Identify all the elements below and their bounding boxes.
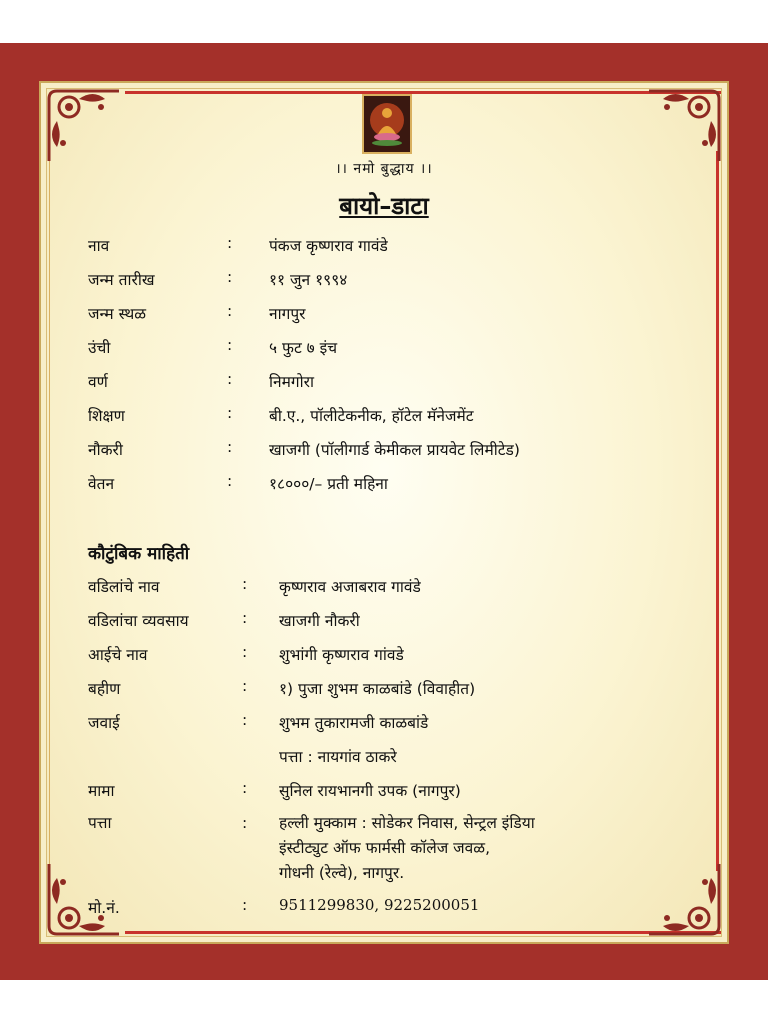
row-colon: : <box>242 896 248 914</box>
row-colon: : <box>242 575 248 593</box>
right-divider <box>716 151 719 871</box>
row-label: वेतन <box>88 475 115 493</box>
floral-corner-icon <box>643 85 725 167</box>
row-value: खाजगी (पॉलीगार्ड केमीकल प्रायवेट लिमीटेड) <box>269 441 520 459</box>
row-label: वडिलांचे नाव <box>88 578 160 596</box>
top-divider <box>125 91 721 94</box>
row-label: नाव <box>88 237 110 255</box>
buddha-image-icon <box>362 94 412 154</box>
row-colon: : <box>242 643 248 661</box>
row-value: नागपुर <box>269 305 306 323</box>
row-value: कृष्णराव अजाबराव गावंडे <box>279 578 421 596</box>
row-value: १) पुजा शुभम काळबांडे (विवाहीत) <box>279 680 476 698</box>
row-value: ५ फुट ७ इंच <box>269 339 338 357</box>
row-colon: : <box>242 814 248 832</box>
section-heading: कौटुंबिक माहिती <box>88 544 190 564</box>
left-divider <box>49 151 50 871</box>
row-label: मामा <box>88 782 115 800</box>
address-value <box>279 811 535 886</box>
biodata-card <box>39 81 729 944</box>
row-colon: : <box>227 268 233 286</box>
row-value: पत्ता : नायगांव ठाकरे <box>279 748 397 766</box>
row-colon: : <box>227 234 233 252</box>
address-line: हल्ली मुक्काम : सोडेकर निवास, सेन्ट्रल इंडिया <box>279 814 535 832</box>
row-colon: : <box>227 472 233 490</box>
row-value: बी.ए., पॉलीटेकनीक, हॉटेल मॅनेजमेंट <box>269 407 474 425</box>
floral-corner-icon <box>43 85 125 167</box>
row-colon: : <box>242 677 248 695</box>
row-colon: : <box>242 711 248 729</box>
address-line: इंस्टीट्युट ऑफ फार्मसी कॉलेज जवळ, <box>279 839 491 857</box>
row-value: पंकज कृष्णराव गावंडे <box>269 237 388 255</box>
row-label: नौकरी <box>88 441 123 459</box>
row-value: शुभम तुकारामजी काळबांडे <box>279 714 429 732</box>
row-colon: : <box>227 438 233 456</box>
row-label: उंची <box>88 339 111 357</box>
row-colon: : <box>242 779 248 797</box>
row-value: सुनिल रायभानगी उपक (नागपुर) <box>279 782 461 800</box>
row-label: मो.नं. <box>88 899 120 917</box>
row-label: वडिलांचा व्यवसाय <box>88 612 189 630</box>
row-label: जन्म स्थळ <box>88 305 147 323</box>
address-line: गोधनी (रेल्वे), नागपुर. <box>279 864 405 882</box>
row-colon: : <box>227 370 233 388</box>
row-label: बहीण <box>88 680 121 698</box>
row-label: जवाई <box>88 714 120 732</box>
row-value: ११ जुन १९९४ <box>269 271 348 289</box>
invocation-text: ।। नमो बुद्धाय ।। <box>335 161 433 177</box>
row-label: वर्ण <box>88 373 108 391</box>
floral-corner-icon <box>643 858 725 940</box>
row-colon: : <box>242 609 248 627</box>
row-value: निमगोरा <box>269 373 314 391</box>
row-colon: : <box>227 336 233 354</box>
phone-value: 9511299830, 9225200051 <box>279 896 480 914</box>
row-label: आईचे नाव <box>88 646 148 664</box>
bottom-divider <box>125 931 721 934</box>
row-value: खाजगी नौकरी <box>279 612 360 630</box>
row-value: शुभांगी कृष्णराव गांवडे <box>279 646 404 664</box>
row-value: १८०००/– प्रती महिना <box>269 475 388 493</box>
page-title: बायो–डाटा <box>339 192 429 220</box>
row-label: पत्ता <box>88 814 112 832</box>
row-colon: : <box>227 404 233 422</box>
row-label: शिक्षण <box>88 407 125 425</box>
row-label: जन्म तारीख <box>88 271 155 289</box>
row-colon: : <box>227 302 233 320</box>
